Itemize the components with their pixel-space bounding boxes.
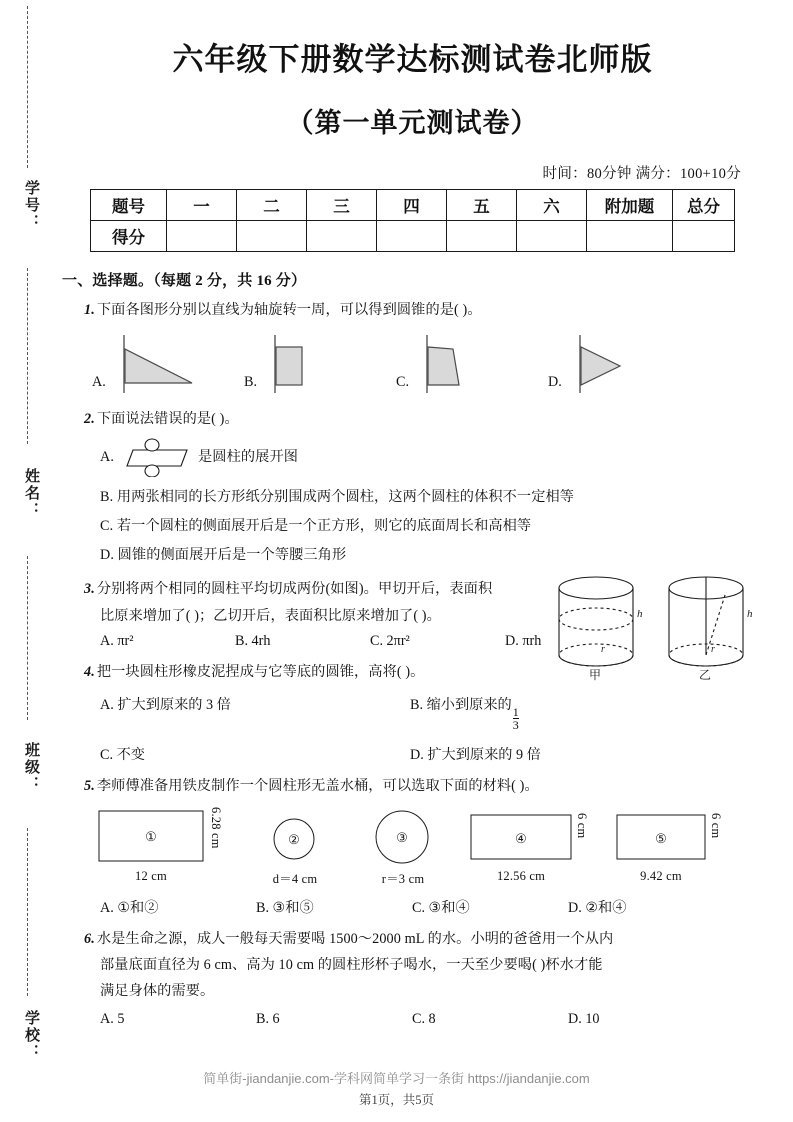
q5-material-2-diameter: d＝4 cm: [272, 871, 318, 886]
q2-option-a-text: 是圆柱的展开图: [198, 449, 299, 465]
question-5-materials: [62, 807, 763, 887]
cylinder-net-icon: [119, 437, 197, 477]
q5-material-5-width: 9.42 cm: [640, 868, 682, 883]
question-4-options-row1: [62, 694, 763, 732]
score-cell-2[interactable]: [237, 221, 307, 252]
score-table: [90, 189, 735, 252]
question-6-stem-3: 满足身体的需要。: [100, 982, 215, 999]
score-cell-5[interactable]: [447, 221, 517, 252]
question-4-stem: 把一块圆柱形橡皮泥捏成与它等底的圆锥，高将( )。: [96, 664, 425, 680]
q5-material-3-radius: r＝3 cm: [381, 871, 425, 886]
q2-option-c-text: 若一个圆柱的侧面展开后是一个正方形，则它的底面周长和高相等: [116, 518, 532, 534]
triangle-pointing-right-icon: [566, 333, 662, 395]
score-table-row-label-0: 题号: [91, 190, 167, 221]
table-row-question-numbers: [91, 190, 735, 221]
q3-option-a[interactable]: A. πr²: [100, 633, 134, 649]
q1-option-b-label: B.: [244, 374, 258, 390]
svg-text:④: ④: [515, 830, 527, 846]
question-2-option-c[interactable]: [62, 515, 763, 537]
score-table-col-6: 六: [517, 190, 587, 221]
margin-label-class: 班级：: [23, 742, 39, 793]
question-1-stem: 下面各图形分别以直线为轴旋转一周，可以得到圆锥的是( )。: [96, 302, 482, 318]
rectangle-shape-5-icon: [616, 807, 716, 867]
svg-text:乙: 乙: [699, 668, 712, 682]
trapezoid-on-axis-icon: [413, 333, 509, 395]
question-2-option-a[interactable]: [62, 437, 763, 477]
q4-option-a-label: A.: [100, 697, 114, 713]
q4-option-c-text: 不变: [116, 746, 145, 763]
rectangle-shape-1-icon: [98, 807, 210, 867]
question-3-cylinder-figures: [549, 572, 759, 684]
question-1-number: 1.: [84, 302, 95, 318]
score-table-row-label-1: 得分: [91, 221, 167, 252]
q1-option-c[interactable]: [396, 333, 548, 395]
score-cell-3[interactable]: [307, 221, 377, 252]
svg-text:②: ②: [288, 831, 300, 847]
exam-meta-info: 时间：80分钟 满分：100+10分: [542, 166, 741, 182]
question-2-option-d[interactable]: [62, 544, 763, 566]
q4-option-d[interactable]: [410, 744, 541, 764]
q4-option-b-fraction: [513, 706, 519, 732]
page-subtitle: （第一单元测试卷）: [286, 108, 539, 138]
question-6-text-line3: [62, 980, 763, 1002]
fraction-numerator: 1: [512, 704, 519, 719]
q1-option-b[interactable]: [244, 333, 396, 395]
exam-page: [56, 0, 793, 1122]
question-5-stem: 李师傅准备用铁皮制作一个圆柱形无盖水桶，可以选取下面的材料( )。: [96, 777, 539, 794]
margin-dash-3: [27, 556, 28, 720]
question-4-options-row2: [62, 744, 763, 764]
q2-option-d-label: D.: [100, 547, 114, 563]
svg-text:r: r: [711, 644, 715, 655]
question-6-text-line2: [62, 954, 763, 976]
q5-material-2[interactable]: [258, 807, 362, 887]
q5-material-4[interactable]: [470, 807, 616, 884]
q1-option-d[interactable]: [548, 333, 688, 395]
score-cell-1[interactable]: [167, 221, 237, 252]
score-table-col-4: 四: [377, 190, 447, 221]
q5-material-1-width: 12 cm: [135, 868, 167, 883]
left-margin-strip: [0, 0, 56, 1122]
q6-option-a[interactable]: A. 5: [100, 1010, 125, 1027]
question-1-text: [62, 299, 763, 321]
q1-option-a[interactable]: [92, 333, 244, 395]
svg-text:甲: 甲: [589, 668, 602, 682]
footer-page-number: 第1页，共5页: [358, 1093, 434, 1107]
table-row-scores: [91, 221, 735, 252]
question-2-text: [62, 408, 763, 430]
q6-option-c[interactable]: C. 8: [412, 1010, 436, 1027]
q5-option-b[interactable]: B. ③和⑤: [256, 899, 314, 916]
footer-source-watermark: 简单街-jiandanjie.com-学科网简单学习一条街 https://jiandanjie.com: [203, 1071, 590, 1086]
score-table-col-1: 一: [167, 190, 237, 221]
question-5-text: [62, 775, 763, 797]
question-6-stem-2: 部量底面直径为 6 cm、高为 10 cm 的圆柱形杯子喝水，一天至少要喝( )杯水才能: [100, 956, 603, 973]
q5-material-1-height: 6.28 cm: [209, 806, 223, 849]
q4-option-a-text: 扩大到原来的 3 倍: [117, 697, 231, 713]
score-cell-bonus[interactable]: [587, 221, 673, 252]
margin-label-school: 学校：: [23, 1010, 39, 1061]
q5-material-3[interactable]: [362, 807, 470, 887]
svg-text:①: ①: [145, 828, 157, 844]
q4-option-b[interactable]: [410, 694, 520, 732]
q2-option-c-label: C.: [100, 518, 114, 534]
q4-option-d-text: 扩大到原来的 9 倍: [427, 746, 541, 763]
svg-text:h: h: [747, 608, 753, 620]
question-3-stem-1: 分别将两个相同的圆柱平均切成两份(如图)。甲切开后，表面积: [96, 581, 493, 597]
q5-option-d[interactable]: D. ②和④: [568, 899, 627, 916]
q4-option-c[interactable]: [100, 744, 410, 764]
circle-shape-2-icon: [258, 807, 332, 867]
q3-option-d[interactable]: D. πrh: [505, 633, 542, 649]
q4-option-d-label: D.: [410, 746, 424, 763]
q3-option-c[interactable]: C. 2πr²: [370, 633, 410, 649]
score-table-col-2: 二: [237, 190, 307, 221]
rectangle-shape-4-icon: [470, 807, 582, 867]
q2-option-b-label: B.: [100, 489, 114, 505]
svg-text:③: ③: [396, 829, 408, 845]
svg-text:r: r: [601, 644, 605, 655]
q4-option-b-text: 缩小到原来的: [426, 697, 512, 713]
score-cell-4[interactable]: [377, 221, 447, 252]
q5-option-a[interactable]: A. ①和②: [100, 899, 159, 916]
q5-material-4-height: 6 cm: [575, 812, 589, 839]
svg-text:⑤: ⑤: [655, 830, 667, 846]
question-6-text-line1: [62, 928, 763, 950]
score-cell-6[interactable]: [517, 221, 587, 252]
margin-label-student-id: 学号：: [23, 180, 39, 231]
score-cell-total[interactable]: [673, 221, 735, 252]
margin-dash-4: [27, 828, 28, 996]
q5-material-1[interactable]: [98, 807, 258, 884]
margin-dash-2: [27, 268, 28, 444]
q2-option-d-text: 圆锥的侧面展开后是一个等腰三角形: [117, 547, 347, 563]
q5-material-4-width: 12.56 cm: [496, 868, 546, 883]
q2-option-a-label: A.: [100, 449, 114, 465]
question-6-options: [62, 1011, 763, 1028]
question-5-options: [62, 897, 763, 917]
q2-option-b-text: 用两张相同的长方形纸分别围成两个圆柱，这两个圆柱的体积不一定相等: [116, 489, 575, 505]
rectangle-on-axis-icon: [261, 333, 357, 395]
q5-material-5-height: 6 cm: [709, 812, 723, 839]
svg-text:h: h: [637, 608, 643, 620]
q5-option-c[interactable]: C. ③和④: [412, 899, 470, 916]
question-5-number: 5.: [84, 777, 95, 794]
q1-option-c-label: C.: [396, 374, 410, 390]
margin-label-name: 姓名：: [23, 468, 39, 519]
question-6-number: 6.: [84, 930, 95, 947]
section-heading-multiple-choice: 一、选择题。（每题 2 分，共 16 分）: [62, 273, 307, 289]
circle-shape-3-icon: [362, 807, 444, 867]
question-2-number: 2.: [84, 411, 95, 427]
question-3-number: 3.: [84, 581, 95, 597]
question-2-stem: 下面说法错误的是( )。: [96, 411, 239, 427]
q6-option-d[interactable]: D. 10: [568, 1010, 600, 1027]
right-triangle-on-axis-icon: [110, 333, 206, 395]
question-4-number: 4.: [84, 664, 95, 680]
q1-option-d-label: D.: [548, 374, 562, 390]
q3-option-b[interactable]: B. 4rh: [235, 633, 271, 649]
question-3-stem-2: 比原来增加了( )；乙切开后，表面积比原来增加了( )。: [100, 608, 441, 624]
question-6-stem-1: 水是生命之源，成人一般每天需要喝 1500～2000 mL 的水。小明的爸爸用一个从内: [96, 930, 614, 947]
q5-material-5[interactable]: [616, 807, 736, 884]
score-table-col-3: 三: [307, 190, 377, 221]
q4-option-c-label: C.: [100, 746, 114, 763]
question-2-option-b[interactable]: [62, 486, 763, 508]
score-table-col-total: 总分: [673, 190, 735, 221]
q4-option-b-label: B.: [410, 697, 424, 713]
score-table-col-bonus: 附加题: [587, 190, 673, 221]
q1-option-a-label: A.: [92, 374, 106, 390]
fraction-denominator: 3: [512, 718, 519, 733]
two-cylinders-diagram-icon: [549, 572, 759, 684]
margin-dash-1: [27, 6, 28, 168]
score-table-col-5: 五: [447, 190, 517, 221]
page-title: 六年级下册数学达标测试卷北师版: [172, 42, 653, 77]
q6-option-b[interactable]: B. 6: [256, 1010, 280, 1027]
q4-option-a[interactable]: [100, 694, 410, 732]
question-1-figures: [62, 329, 763, 395]
